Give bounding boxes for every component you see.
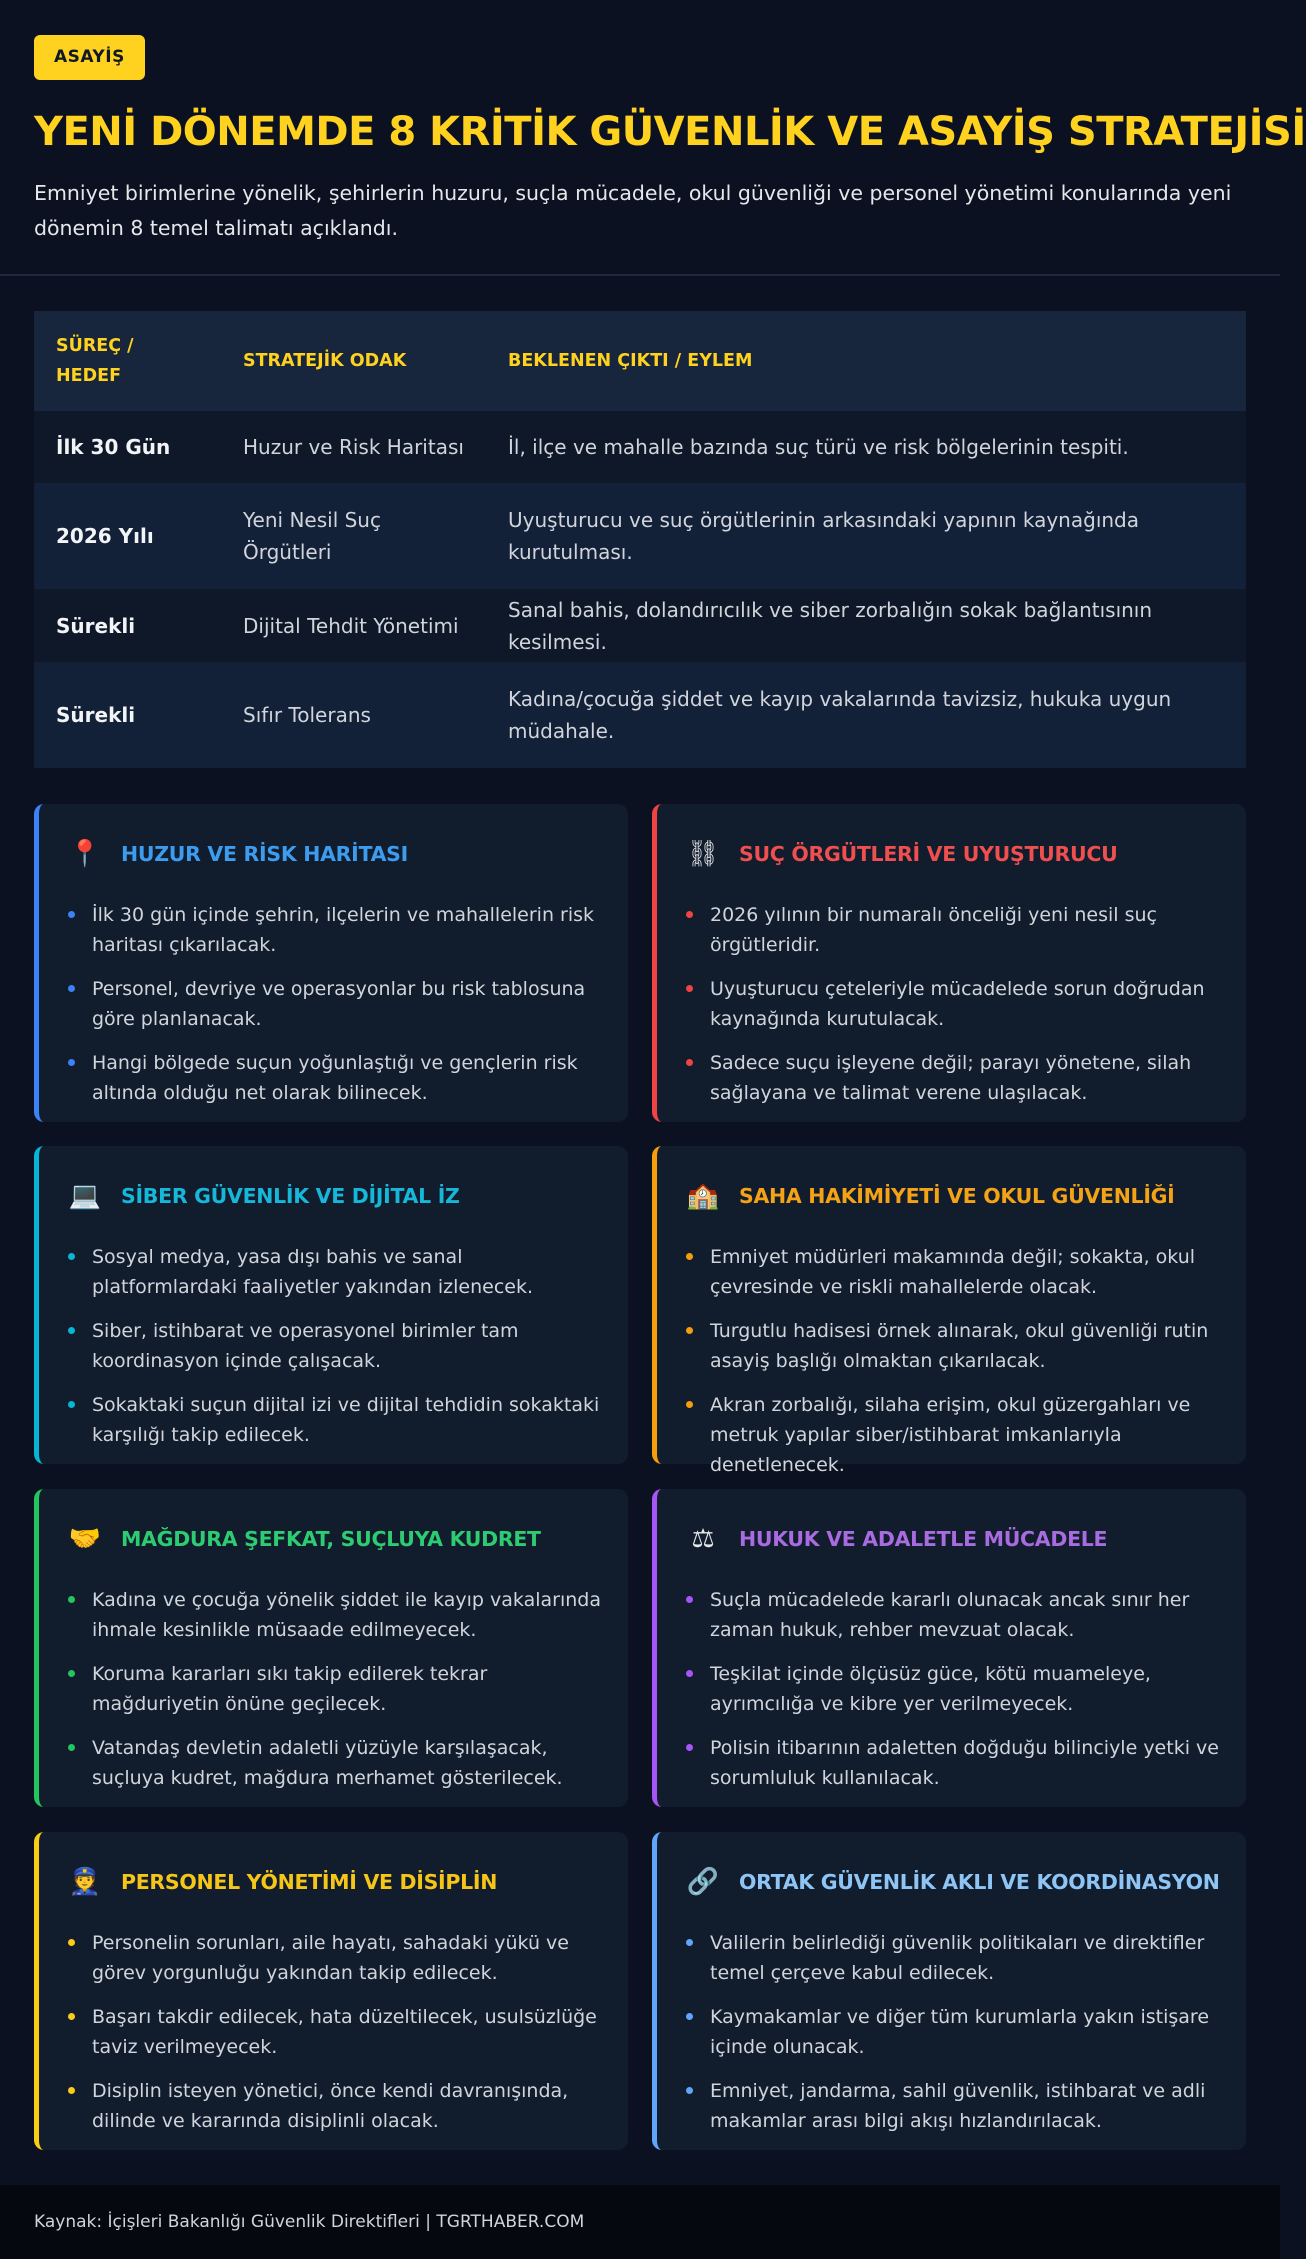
list-item bbox=[685, 1316, 1220, 1376]
list-item-text: Kaymakamlar ve diğer tüm kurumlarla yakın istişare içinde olunacak. bbox=[710, 2006, 1210, 2058]
list-item-text: Suçla mücadelede kararlı olunacak ancak sınır her zaman hukuk, rehber mevzuat olacak. bbox=[710, 1589, 1190, 1641]
link-icon: 🔗 bbox=[686, 1867, 720, 1897]
table-row bbox=[34, 411, 1246, 483]
list-item-text: Kadına ve çocuğa yönelik şiddet ile kayıp vakalarında ihmale kesinlikle müsaade edilmeyecek. bbox=[92, 1589, 601, 1641]
card-header bbox=[67, 834, 602, 874]
table-cell: Uyuşturucu ve suç örgütlerinin arkasındaki yapının kaynağında kurutulması. bbox=[508, 508, 1139, 564]
bullet-dot bbox=[686, 1059, 693, 1066]
card-header bbox=[685, 1176, 1220, 1216]
bullet-dot bbox=[686, 1939, 693, 1946]
bullet-dot bbox=[686, 1670, 693, 1677]
list-item-text: Personel, devriye ve operasyonlar bu risk tablosuna göre planlanacak. bbox=[92, 978, 586, 1030]
list-item bbox=[685, 1585, 1220, 1645]
list-item bbox=[685, 974, 1220, 1034]
list-item bbox=[67, 1928, 602, 1988]
bullet-dot bbox=[686, 1327, 693, 1334]
list-item-text: Disiplin isteyen yönetici, önce kendi davranışında, dilinde ve kararında disiplinli olacak. bbox=[92, 2080, 569, 2132]
source-text: Kaynak: İçişleri Bakanlığı Güvenlik Direktifleri | TGRTHABER.COM bbox=[34, 2212, 585, 2232]
table-cell: 2026 Yılı bbox=[56, 524, 154, 548]
bullet-dot bbox=[68, 911, 75, 918]
list-item bbox=[67, 1316, 602, 1376]
card-header bbox=[685, 834, 1220, 874]
police-officer-icon: 👮 bbox=[68, 1867, 102, 1897]
table-row bbox=[34, 483, 1246, 589]
table-cell: Sanal bahis, dolandırıcılık ve siber zorbalığın sokak bağlantısının kesilmesi. bbox=[508, 597, 1153, 654]
pin-icon: 📍 bbox=[68, 839, 102, 869]
list-item-text: Başarı takdir edilecek, hata düzeltilecek, usulsüzlüğe taviz verilmeyecek. bbox=[92, 2006, 597, 2058]
list-item-text: Sosyal medya, yasa dışı bahis ve sanal platformlardaki faaliyetler yakından izlenecek. bbox=[92, 1246, 534, 1298]
bullet-dot bbox=[686, 1744, 693, 1751]
card-title: ORTAK GÜVENLİK AKLI VE KOORDİNASYON bbox=[739, 1870, 1220, 1894]
list-item bbox=[67, 2076, 602, 2136]
bullet-dot bbox=[68, 2013, 75, 2020]
laptop-icon: 💻 bbox=[68, 1181, 102, 1211]
bullet-dot bbox=[68, 1327, 75, 1334]
card-header bbox=[685, 1862, 1220, 1902]
bullet-dot bbox=[68, 1939, 75, 1946]
table-header-row bbox=[34, 311, 1246, 411]
bullet-dot bbox=[68, 1059, 75, 1066]
list-item-text: Siber, istihbarat ve operasyonel birimler tam koordinasyon içinde çalışacak. bbox=[92, 1320, 519, 1372]
list-item bbox=[67, 974, 602, 1034]
list-item-text: Sadece suçu işleyene değil; parayı yönetene, silah sağlayana ve talimat verene ulaşılacak. bbox=[710, 1052, 1192, 1104]
card-bullet-list bbox=[685, 900, 1220, 1108]
list-item-text: Personelin sorunları, aile hayatı, sahadaki yükü ve görev yorgunluğu yakından takip edilecek. bbox=[92, 1932, 569, 1984]
table-row bbox=[34, 662, 1246, 768]
list-item-text: Emniyet, jandarma, sahil güvenlik, istihbarat ve adli makamlar arası bilgi akışı hızlandırılacak. bbox=[710, 2080, 1206, 2132]
card-title: SUÇ ÖRGÜTLERİ VE UYUŞTURUCU bbox=[739, 842, 1118, 866]
card-law-justice bbox=[652, 1489, 1246, 1807]
chain-icon: ⛓ bbox=[686, 839, 720, 869]
bullet-dot bbox=[686, 911, 693, 918]
card-bullet-list bbox=[67, 1242, 602, 1450]
bullet-dot bbox=[68, 1744, 75, 1751]
bullet-dot bbox=[686, 1596, 693, 1603]
table-cell: Dijital Tehdit Yönetimi bbox=[243, 613, 459, 638]
card-title: PERSONEL YÖNETİMİ VE DİSİPLİN bbox=[121, 1870, 498, 1894]
column-header: STRATEJİK ODAK bbox=[243, 351, 407, 371]
list-item-text: Uyuşturucu çeteleriyle mücadelede sorun doğrudan kaynağında kurutulacak. bbox=[710, 978, 1205, 1030]
list-item bbox=[67, 2002, 602, 2062]
column-header: SÜREÇ / HEDEF bbox=[56, 336, 134, 386]
bullet-dot bbox=[68, 1670, 75, 1677]
card-header bbox=[67, 1519, 602, 1559]
table-cell: Huzur ve Risk Haritası bbox=[243, 435, 464, 459]
card-coordination bbox=[652, 1832, 1246, 2150]
list-item bbox=[685, 2002, 1220, 2062]
card-bullet-list bbox=[67, 1585, 602, 1793]
card-title: MAĞDURA ŞEFKAT, SUÇLUYA KUDRET bbox=[121, 1527, 541, 1551]
card-bullet-list bbox=[685, 1242, 1220, 1480]
list-item-text: Akran zorbalığı, silaha erişim, okul güzergahları ve metruk yapılar siber/istihbarat imkanlarıyla denetlenecek. bbox=[710, 1394, 1191, 1476]
bullet-dot bbox=[68, 1253, 75, 1260]
bullet-dot bbox=[686, 985, 693, 992]
table-cell: İl, ilçe ve mahalle bazında suç türü ve risk bölgelerinin tespiti. bbox=[508, 435, 1129, 459]
card-bullet-list bbox=[685, 1928, 1220, 2136]
list-item-text: İlk 30 gün içinde şehrin, ilçelerin ve mahallelerin risk haritası çıkarılacak. bbox=[92, 904, 595, 956]
card-crime-organizations bbox=[652, 804, 1246, 1122]
card-title: HUZUR VE RİSK HARİTASI bbox=[121, 842, 408, 866]
list-item bbox=[67, 1242, 602, 1302]
list-item-text: Polisin itibarının adaletten doğduğu bilinciyle yetki ve sorumluluk kullanılacak. bbox=[710, 1737, 1219, 1789]
page-title: YENİ DÖNEMDE 8 KRİTİK GÜVENLİK VE ASAYİŞ STRATEJİSİ bbox=[34, 109, 1306, 155]
list-item bbox=[67, 1585, 602, 1645]
page-header bbox=[0, 0, 1306, 276]
bullet-dot bbox=[686, 2087, 693, 2094]
list-item bbox=[685, 1659, 1220, 1719]
list-item bbox=[67, 1048, 602, 1108]
page-footer bbox=[0, 2185, 1280, 2259]
table-cell: Yeni Nesil Suç Örgütleri bbox=[243, 508, 381, 564]
column-header: BEKLENEN ÇIKTI / EYLEM bbox=[508, 351, 753, 371]
card-header bbox=[67, 1176, 602, 1216]
bullet-dot bbox=[68, 1401, 75, 1408]
table-cell: Kadına/çocuğa şiddet ve kayıp vakalarında tavizsiz, hukuka uygun müdahale. bbox=[508, 687, 1172, 743]
card-field-school-security bbox=[652, 1146, 1246, 1476]
list-item bbox=[67, 1390, 602, 1450]
list-item-text: Sokaktaki suçun dijital izi ve dijital tehdidin sokaktaki karşılığı takip edilecek. bbox=[92, 1394, 600, 1446]
table-cell: İlk 30 Gün bbox=[56, 435, 171, 459]
list-item-text: Koruma kararları sıkı takip edilerek tekrar mağduriyetin önüne geçilecek. bbox=[92, 1663, 488, 1715]
strategy-table bbox=[34, 311, 1246, 768]
card-personnel-discipline bbox=[34, 1832, 628, 2150]
list-item-text: Turgutlu hadisesi örnek alınarak, okul güvenliği rutin asayiş başlığı olmaktan çıkarılacak. bbox=[710, 1320, 1209, 1372]
card-title: SİBER GÜVENLİK VE DİJİTAL İZ bbox=[121, 1184, 460, 1208]
list-item bbox=[67, 1733, 602, 1793]
list-item-text: Vatandaş devletin adaletli yüzüyle karşılaşacak, suçluya kudret, mağdura merhamet gösterilecek. bbox=[92, 1737, 563, 1789]
card-title: HUKUK VE ADALETLE MÜCADELE bbox=[739, 1527, 1108, 1551]
list-item-text: Teşkilat içinde ölçüsüz güce, kötü muameleye, ayrımcılığa ve kibre yer verilmeyecek. bbox=[710, 1663, 1151, 1715]
bullet-dot bbox=[686, 2013, 693, 2020]
table-row bbox=[34, 589, 1246, 662]
card-victim-support bbox=[34, 1489, 628, 1807]
card-risk-map bbox=[34, 804, 628, 1122]
category-badge: ASAYİŞ bbox=[34, 35, 145, 80]
bullet-dot bbox=[68, 2087, 75, 2094]
card-bullet-list bbox=[67, 1928, 602, 2136]
list-item bbox=[685, 1048, 1220, 1108]
scales-icon: ⚖ bbox=[691, 1524, 715, 1554]
list-item-text: Emniyet müdürleri makamında değil; sokakta, okul çevresinde ve riskli mahallelerde olacak. bbox=[710, 1246, 1196, 1298]
list-item bbox=[685, 2076, 1220, 2136]
list-item bbox=[685, 900, 1220, 960]
list-item bbox=[67, 900, 602, 960]
list-item bbox=[67, 1659, 602, 1719]
list-item-text: 2026 yılının bir numaralı önceliği yeni nesil suç örgütleridir. bbox=[710, 904, 1158, 956]
table-cell: Sıfır Tolerans bbox=[243, 703, 371, 727]
list-item bbox=[685, 1733, 1220, 1793]
card-title: SAHA HAKİMİYETİ VE OKUL GÜVENLİĞİ bbox=[739, 1184, 1175, 1208]
card-header bbox=[67, 1862, 602, 1902]
list-item-text: Valilerin belirlediği güvenlik politikaları ve direktifler temel çerçeve kabul edilecek. bbox=[710, 1932, 1205, 1984]
bullet-dot bbox=[68, 1596, 75, 1603]
page-subtitle: Emniyet birimlerine yönelik, şehirlerin huzuru, suçla mücadele, okul güvenliği ve personel yönetimi konularında yeni dönemin 8 temel talimatı açıklandı. bbox=[34, 181, 1232, 240]
bullet-dot bbox=[686, 1253, 693, 1260]
bullet-dot bbox=[686, 1401, 693, 1408]
card-bullet-list bbox=[685, 1585, 1220, 1793]
school-icon: 🏫 bbox=[686, 1181, 720, 1211]
table-cell: Sürekli bbox=[56, 613, 136, 638]
list-item bbox=[685, 1928, 1220, 1988]
list-item bbox=[685, 1242, 1220, 1302]
card-cyber-security bbox=[34, 1146, 628, 1464]
list-item bbox=[685, 1390, 1220, 1480]
card-bullet-list bbox=[67, 900, 602, 1108]
list-item-text: Hangi bölgede suçun yoğunlaştığı ve gençlerin risk altında olduğu net olarak bilinecek. bbox=[92, 1052, 578, 1104]
card-header bbox=[685, 1519, 1220, 1559]
table-cell: Sürekli bbox=[56, 703, 136, 727]
handshake-icon: 🤝 bbox=[68, 1524, 102, 1554]
bullet-dot bbox=[68, 985, 75, 992]
